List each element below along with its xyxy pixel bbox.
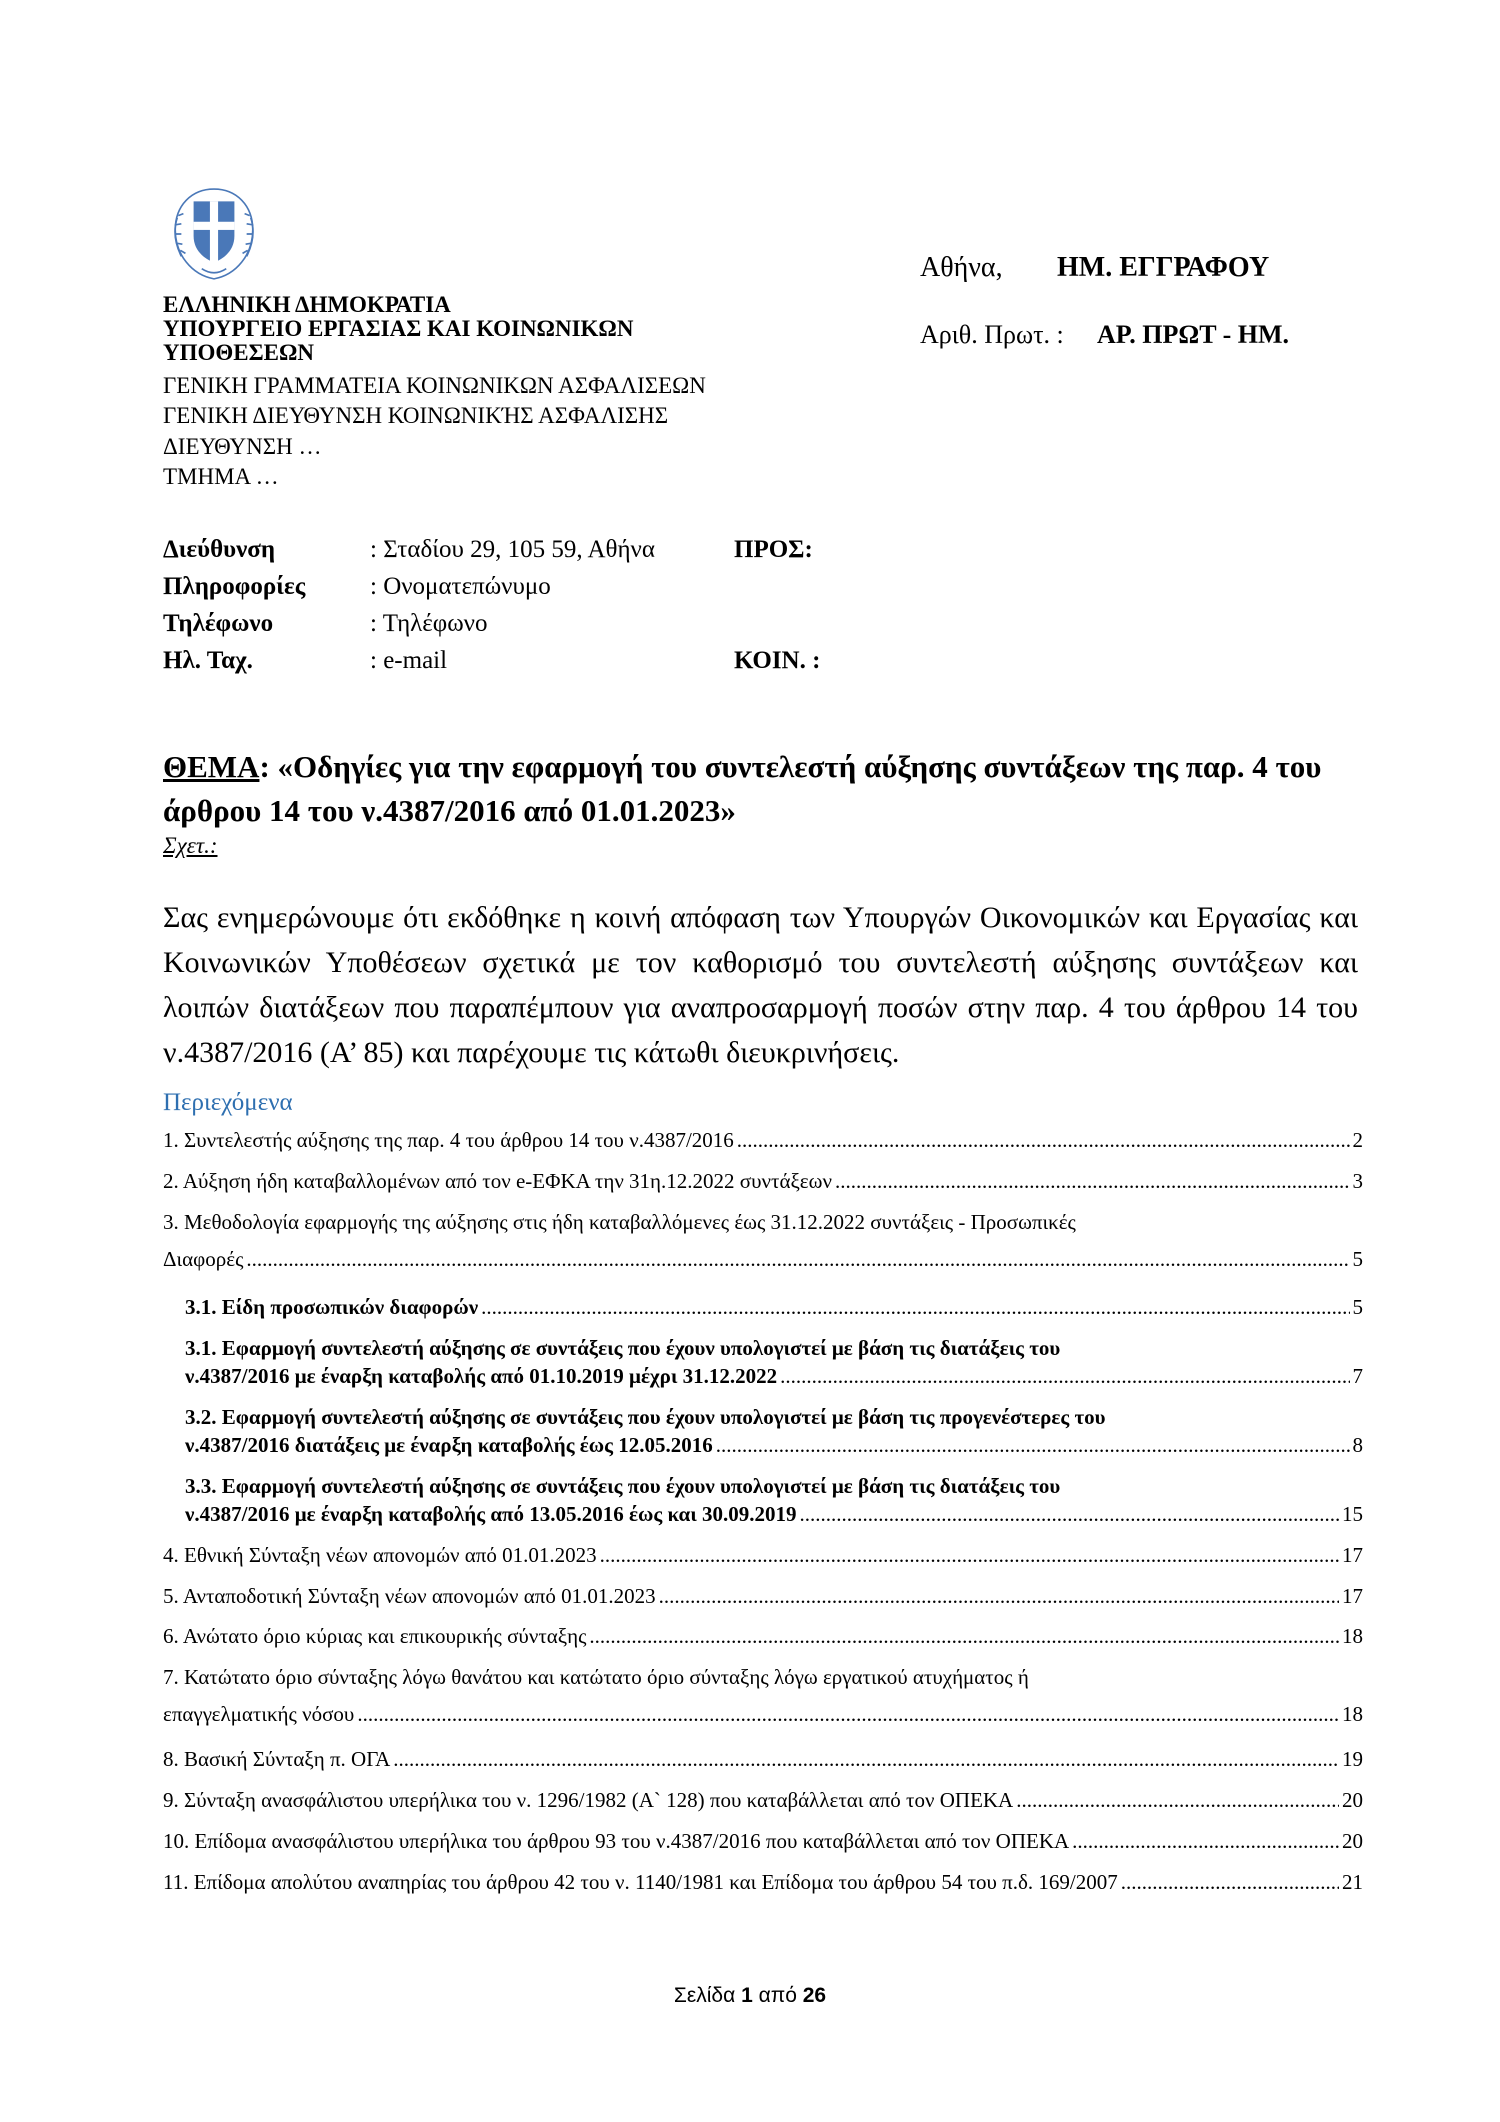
- toc-leader: [737, 1126, 1350, 1154]
- toc-entry-text: 6. Ανώτατο όριο κύριας και επικουρικής σύνταξης: [163, 1624, 587, 1648]
- toc-leader: [716, 1431, 1350, 1459]
- city-label: Αθήνα,: [920, 252, 1003, 283]
- toc-entry[interactable]: [163, 1827, 1363, 1855]
- toc-entry[interactable]: [185, 1403, 1363, 1459]
- toc-leader: [1121, 1868, 1339, 1896]
- of-word: από: [758, 1984, 797, 2007]
- toc-entry-text: επαγγελματικής νόσου: [163, 1702, 355, 1726]
- toc-entry[interactable]: [163, 1786, 1363, 1814]
- subject-text: : «Οδηγίες για την εφαρμογή του συντελεστή αύξησης συντάξεων της παρ. 4 του άρθρου 14 του ν.4387/2016 από 01.01.2023»: [163, 749, 1322, 828]
- toc-entry-page: 7: [1352, 1364, 1363, 1388]
- toc-entry-page: 20: [1342, 1788, 1363, 1812]
- toc-entry-page: 20: [1342, 1829, 1363, 1853]
- cc-label: ΚΟΙΝ. :: [734, 647, 821, 674]
- toc-entry-text: 1. Συντελεστής αύξησης της παρ. 4 του άρθρου 14 του ν.4387/2016: [163, 1128, 734, 1152]
- toc-leader: [835, 1167, 1350, 1195]
- toc-entry-page: 17: [1342, 1543, 1363, 1567]
- toc-entry[interactable]: [163, 1126, 1363, 1154]
- phone-value: : Τηλέφωνο: [370, 610, 488, 637]
- toc-entry[interactable]: [163, 1208, 1363, 1273]
- toc-entry-text: 5. Ανταποδοτική Σύνταξη νέων απονομών από 01.01.2023: [163, 1584, 656, 1608]
- toc-entry[interactable]: [163, 1663, 1363, 1728]
- toc-entry-page: 5: [1352, 1295, 1363, 1319]
- header-department: ΤΜΗΜΑ …: [163, 464, 279, 489]
- toc-entry-page: 19: [1342, 1747, 1363, 1771]
- toc-leader: [800, 1500, 1339, 1528]
- header-ministry-cont: ΥΠΟΘΕΣΕΩΝ: [163, 340, 315, 365]
- toc-entry[interactable]: [185, 1334, 1363, 1390]
- header-general-secretariat: ΓΕΝΙΚΗ ΓΡΑΜΜΑΤΕΙΑ ΚΟΙΝΩΝΙΚΩΝ ΑΣΦΑΛΙΣΕΩΝ: [163, 373, 706, 398]
- toc-entry-page: 8: [1352, 1433, 1363, 1457]
- toc-entry-text: ν.4387/2016 με έναρξη καταβολής από 13.05.2016 έως και 30.09.2019: [185, 1502, 797, 1526]
- greek-coat-of-arms-icon: [163, 183, 265, 285]
- header-republic: ΕΛΛΗΝΙΚΗ ΔΗΜΟΚΡΑΤΙΑ: [163, 292, 451, 317]
- subject: [163, 745, 1363, 833]
- toc-entry-page: 3: [1352, 1169, 1363, 1193]
- page-footer: [0, 1984, 1500, 2008]
- toc-entry[interactable]: [163, 1745, 1363, 1773]
- protocol-number: ΑΡ. ΠΡΩΤ - ΗΜ.: [1097, 320, 1290, 349]
- page-total: 26: [802, 1984, 827, 2007]
- toc-leader: [600, 1541, 1339, 1569]
- toc-entry-text-line1: 7. Κατώτατο όριο σύνταξης λόγω θανάτου και κατώτατο όριο σύνταξης λόγω εργατικού ατυχήματος ή: [163, 1665, 1029, 1689]
- toc-entry-text: 10. Επίδομα ανασφάλιστου υπερήλικα του άρθρου 93 του ν.4387/2016 που καταβάλλεται από τον ΟΠΕΚΑ: [163, 1829, 1070, 1853]
- toc-entry[interactable]: [163, 1582, 1363, 1610]
- toc-leader: [246, 1245, 1349, 1273]
- to-label: ΠΡΟΣ:: [734, 536, 813, 563]
- body-paragraph: Σας ενημερώνουμε ότι εκδόθηκε η κοινή απόφαση των Υπουργών Οικονομικών και Εργασίας και Κοινωνικών Υποθέσεων σχετικά με τον καθορισμό του συντελεστή αύξησης συντάξεων και λοιπών διατάξεων που παραπέμπουν για αναπροσαρμογή ποσών στην παρ. 4 του άρθρου 14 του ν.4387/2016 (Α’ 85) και παρέχουμε τις κάτωθι διευκρινήσεις.: [163, 901, 1358, 1069]
- email-label: Ηλ. Ταχ.: [163, 647, 253, 674]
- address-value: : Σταδίου 29, 105 59, Αθήνα: [370, 536, 655, 563]
- toc-entry[interactable]: [163, 1868, 1363, 1896]
- protocol-label: Αριθ. Πρωτ. :: [920, 320, 1064, 349]
- document-date: ΗΜ. ΕΓΓΡΑΦΟΥ: [1057, 252, 1270, 283]
- toc-entry-text: 2. Αύξηση ήδη καταβαλλομένων από τον e-ΕΦΚΑ την 31η.12.2022 συντάξεων: [163, 1169, 832, 1193]
- info-label: Πληροφορίες: [163, 573, 306, 600]
- info-value: : Ονοματεπώνυμο: [370, 573, 551, 600]
- related-label: Σχετ.:: [163, 833, 218, 858]
- toc-leader: [780, 1362, 1349, 1390]
- toc-entry-page: 15: [1342, 1502, 1363, 1526]
- header-directorate: ΔΙΕΥΘΥΝΣΗ …: [163, 434, 322, 459]
- toc-entry-text: 3.1. Είδη προσωπικών διαφορών: [185, 1295, 479, 1319]
- toc-entry-text: 9. Σύνταξη ανασφάλιστου υπερήλικα του ν. 1296/1982 (Α` 128) που καταβάλλεται από τον ΟΠΕΚΑ: [163, 1788, 1014, 1812]
- toc-entry-text-line1: 3.1. Εφαρμογή συντελεστή αύξησης σε συντάξεις που έχουν υπολογιστεί με βάση τις διατάξεις του: [185, 1336, 1061, 1360]
- toc-entry-page: 5: [1352, 1247, 1363, 1271]
- toc-leader: [1016, 1786, 1339, 1814]
- email-value: : e-mail: [370, 647, 448, 674]
- toc-entry-text: ν.4387/2016 διατάξεις με έναρξη καταβολής έως 12.05.2016: [185, 1433, 713, 1457]
- toc-entry[interactable]: [163, 1167, 1363, 1195]
- page-current: 1: [741, 1984, 753, 2007]
- header-ministry: ΥΠΟΥΡΓΕΙΟ ΕΡΓΑΣΙΑΣ ΚΑΙ ΚΟΙΝΩΝΙΚΩΝ: [163, 316, 634, 341]
- toc-entry-text: 11. Επίδομα απολύτου αναπηρίας του άρθρου 42 του ν. 1140/1981 και Επίδομα του άρθρου 54 του π.δ. 169/2007: [163, 1870, 1118, 1894]
- toc-leader: [1072, 1827, 1339, 1855]
- toc-entry-text: ν.4387/2016 με έναρξη καταβολής από 01.10.2019 μέχρι 31.12.2022: [185, 1364, 778, 1388]
- toc-leader: [357, 1700, 1339, 1728]
- toc-leader: [393, 1745, 1339, 1773]
- toc-entry[interactable]: [163, 1541, 1363, 1569]
- header-general-directorate: ΓΕΝΙΚΗ ΔΙΕΥΘΥΝΣΗ ΚΟΙΝΩΝΙΚΉΣ ΑΣΦΑΛΙΣΗΣ: [163, 403, 669, 428]
- toc-entry-text: 4. Εθνική Σύνταξη νέων απονομών από 01.01.2023: [163, 1543, 597, 1567]
- toc-entry-page: 17: [1342, 1584, 1363, 1608]
- toc-leader: [481, 1293, 1349, 1321]
- page-word: Σελίδα: [673, 1984, 736, 2007]
- toc-entry[interactable]: [185, 1472, 1363, 1528]
- toc-leader: [589, 1622, 1339, 1650]
- toc-entry-text: Διαφορές: [163, 1247, 244, 1271]
- address-label: Διεύθυνση: [163, 536, 276, 563]
- toc-entry[interactable]: [185, 1293, 1363, 1321]
- toc-entry-text-line1: 3.2. Εφαρμογή συντελεστή αύξησης σε συντάξεις που έχουν υπολογιστεί με βάση τις προγενέστερες του: [185, 1405, 1106, 1429]
- toc-entry-page: 2: [1352, 1128, 1363, 1152]
- toc-entry[interactable]: [163, 1622, 1363, 1650]
- toc-entry-page: 18: [1342, 1702, 1363, 1726]
- phone-label: Τηλέφωνο: [163, 610, 274, 637]
- toc-entry-text: 8. Βασική Σύνταξη π. ΟΓΑ: [163, 1747, 391, 1771]
- toc-entry-page: 21: [1342, 1870, 1363, 1894]
- toc-entry-text-line1: 3. Μεθοδολογία εφαρμογής της αύξησης στις ήδη καταβαλλόμενες έως 31.12.2022 συντάξεις - Προσωπικές: [163, 1210, 1076, 1234]
- toc-entry-text-line1: 3.3. Εφαρμογή συντελεστή αύξησης σε συντάξεις που έχουν υπολογιστεί με βάση τις διατάξεις του: [185, 1474, 1061, 1498]
- subject-label: ΘΕΜΑ: [163, 749, 260, 784]
- toc-entry-page: 18: [1342, 1624, 1363, 1648]
- toc-title: Περιεχόμενα: [163, 1089, 293, 1116]
- toc-leader: [659, 1582, 1339, 1610]
